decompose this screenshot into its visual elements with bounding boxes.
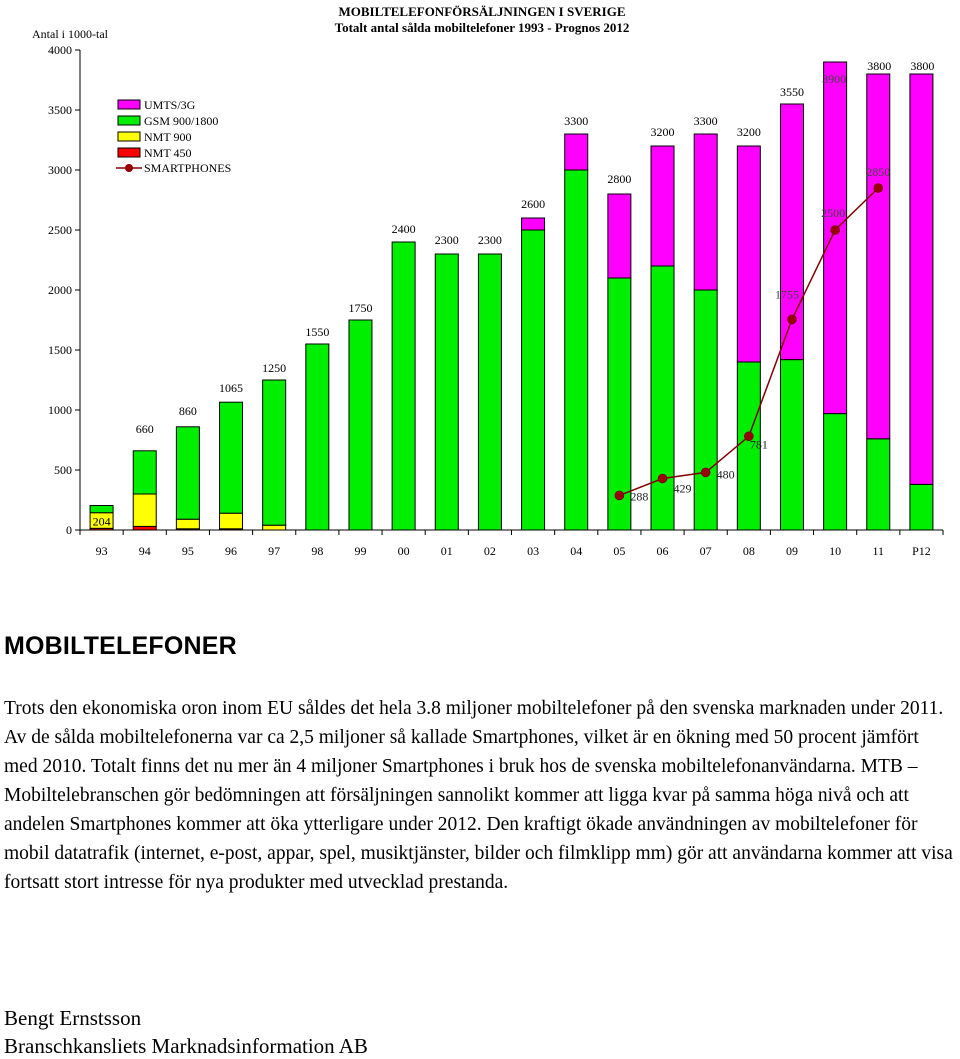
bar-segment [608,194,631,278]
bar-segment [133,451,156,494]
x-tick-label: 02 [483,544,496,558]
bar-total-label: 3550 [779,85,804,99]
smartphones-point-label: 288 [630,489,649,504]
bar-segment [824,62,847,414]
x-tick-label: 06 [656,544,669,558]
y-tick-label: 2500 [48,223,72,237]
bar-segment [263,380,286,525]
bar-segment [176,519,199,529]
bar-segment [651,266,674,530]
legend-swatch [118,132,140,141]
legend-label: NMT 450 [144,146,192,160]
smartphones-point-label: 2500 [821,206,846,220]
legend-label: NMT 900 [144,130,192,144]
bar-total-label: 860 [178,403,197,418]
legend-marker [125,164,133,172]
y-tick-label: 3000 [48,163,72,177]
bar-segment [651,146,674,266]
bar-total-label: 3200 [650,125,675,139]
smartphones-point [658,474,667,483]
bar-total-label: 3200 [736,125,761,139]
x-axis-ticks [80,530,943,558]
chart-title: MOBILTELEFONFÖRSÄLJNINGEN I SVERIGE [338,4,626,19]
x-tick-label: 94 [138,544,151,558]
x-tick-label: 99 [354,544,367,558]
smartphones-point [874,184,883,193]
bar-segment [737,146,760,362]
bar-segment [565,134,588,170]
smartphones-point-label: 781 [749,437,768,452]
y-tick-label: 2000 [48,283,72,297]
x-tick-label: 96 [225,544,238,558]
bar-total-label: 1550 [305,325,330,339]
y-tick-label: 4000 [48,43,72,57]
bar-segment [176,427,199,519]
bar-segment [824,414,847,530]
bar-segment [522,230,545,530]
author-organisation: Branschkansliets Marknadsinformation AB [4,1034,368,1058]
bar-total-label: 2400 [391,222,416,236]
bar-total-label: 204 [92,514,111,529]
x-tick-label: 00 [397,544,410,558]
x-tick-label: 08 [742,544,755,558]
x-tick-label: 05 [613,544,626,558]
x-tick-label: 03 [527,544,540,558]
bar-segment [522,218,545,230]
bar-segment [435,254,458,530]
x-tick-label: 93 [95,544,108,558]
x-tick-label: 07 [699,544,712,558]
y-tick-label: 1000 [48,403,72,417]
y-tick-label: 500 [54,463,72,477]
smartphones-point [615,491,624,500]
bar-total-label: 660 [135,421,154,436]
bar-segment [133,494,156,526]
y-tick-label: 3500 [48,103,72,117]
section-heading: MOBILTELEFONER [4,632,237,660]
bar-segment [910,74,933,484]
y-tick-label: 1500 [48,343,72,357]
bar-segment [263,525,286,530]
bar-segment [694,134,717,290]
bar-segment [392,242,415,530]
x-tick-label: P12 [912,544,931,558]
stacked-bars [90,62,933,530]
bar-segment [694,290,717,530]
legend-swatch [118,100,140,109]
bar-total-label: 3800 [910,59,935,73]
bar-total-label: 2600 [521,197,546,211]
bar-segment [90,506,113,513]
legend-label: GSM 900/1800 [144,114,219,128]
smartphones-point [701,468,710,477]
x-tick-label: 11 [872,544,885,558]
bar-segment [478,254,501,530]
bar-total-label: 2800 [607,172,632,186]
y-axis-ticks [48,43,80,537]
bar-segment [780,360,803,530]
x-tick-label: 09 [785,544,798,558]
y-axis-label: Antal i 1000-tal [32,27,108,41]
author-name: Bengt Ernstsson [4,1006,142,1030]
y-tick-label: 0 [66,523,72,537]
bar-total-label: 3300 [564,114,589,128]
smartphones-point [787,315,796,324]
bar-segment [220,402,243,513]
bar-total-label: 2300 [434,233,459,247]
bar-total-label: 1250 [262,361,287,375]
x-tick-label: 04 [570,544,583,558]
x-tick-label: 10 [829,544,842,558]
smartphones-point-label: 480 [716,467,735,482]
bar-segment [867,439,890,530]
x-tick-label: 97 [268,544,281,558]
chart-subtitle: Totalt antal sålda mobiltelefoner 1993 - Prognos 2012 [334,20,630,35]
bar-total-label: 1065 [219,381,244,396]
bar-total-label: 3300 [693,114,718,128]
bar-total-label: 3900 [822,72,847,86]
bar-total-label: 1750 [348,301,373,315]
smartphones-point [831,226,840,235]
bar-segment [133,526,156,530]
smartphones-point-label: 429 [673,481,692,496]
bar-segment [349,320,372,530]
bar-segment [306,344,329,530]
legend-label: SMARTPHONES [144,161,232,175]
legend-swatch [118,116,140,125]
x-tick-label: 95 [181,544,194,558]
x-tick-label: 01 [440,544,453,558]
chart-legend [116,98,231,175]
bar-total-labels [93,59,935,529]
legend-swatch [118,148,140,157]
bar-segment [565,170,588,530]
bar-segment [867,74,890,439]
bar-total-label: 3800 [867,59,892,73]
smartphones-point-label: 1755 [774,287,799,302]
bar-total-label: 2300 [477,233,502,247]
legend-label: UMTS/3G [144,98,196,112]
smartphones-point-label: 2850 [866,165,891,179]
x-tick-label: 98 [311,544,324,558]
bar-segment [910,484,933,530]
article-paragraph: Trots den ekonomiska oron inom EU såldes det hela 3.8 miljoner mobiltelefoner på den svenska marknaden under 2011. Av de sålda mobiltelefonerna var ca 2,5 miljoner så kallade Smartphones, vilket är en ökning med 50 procent jämfört med 2010. Totalt finns det nu mer än 4 miljoner Smartphones i bruk hos de svenska mobiltelefonanvändarna. MTB – Mobiltelebranschen gör bedömningen att försäljningen sannolikt kommer att ligga kvar på samma höga nivå och att andelen Smartphones kommer att öka ytterligare under 2012. Den kraftigt ökade användningen av mobiltelefoner för mobil datatrafik (internet, e-post, appar, spel, musiktjänster, bilder och filmklipp mm) gör att användarna kommer att visa fortsatt stort intresse för nya produkter med utvecklad prestanda. [4,698,953,893]
bar-segment [220,513,243,529]
